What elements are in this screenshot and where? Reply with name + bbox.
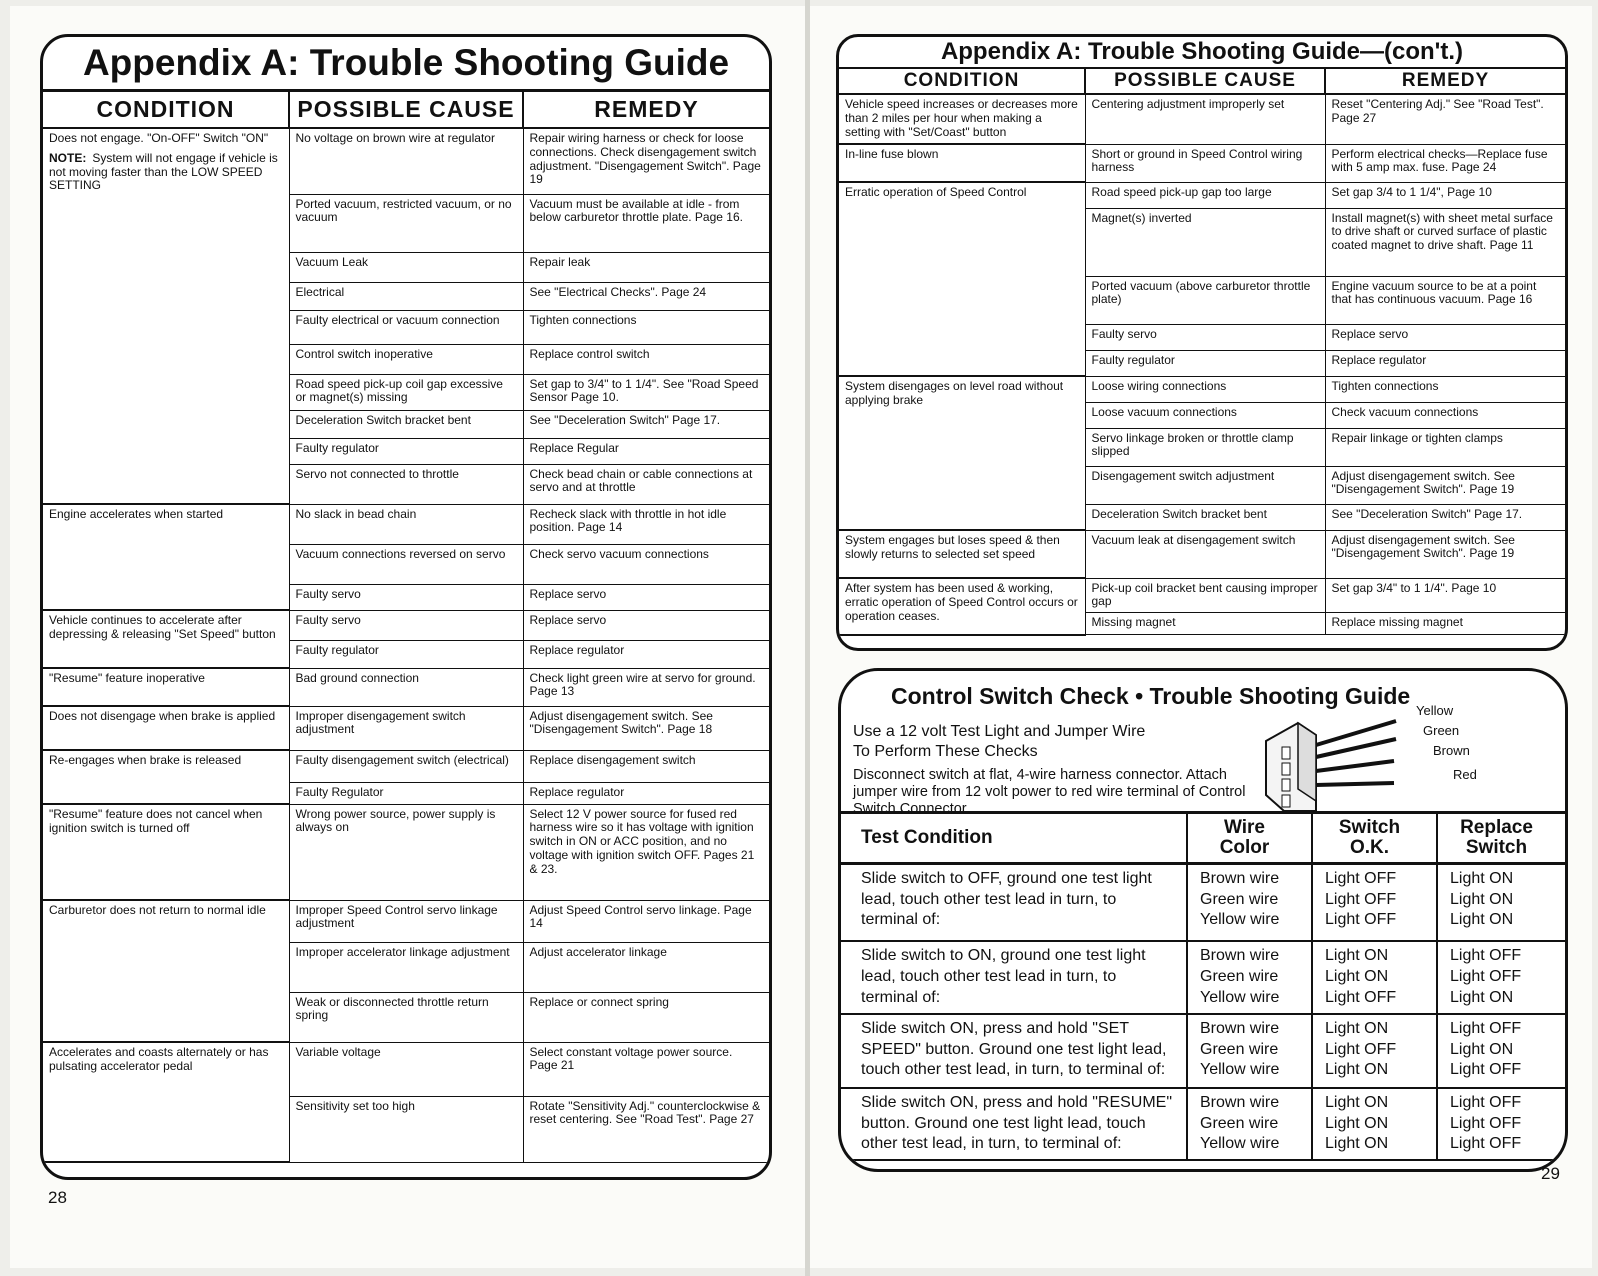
- switch-ok-value: Light ON: [1325, 1061, 1389, 1079]
- cause-cell: Variable voltage: [289, 1042, 523, 1096]
- right-table-body: [839, 94, 1565, 635]
- condition-cell: [43, 610, 289, 668]
- remedy-cell: Replace servo: [1325, 324, 1565, 350]
- wire-color-value: Brown wire: [1200, 1093, 1280, 1111]
- note-text: System will not engage if vehicle is not moving faster than the LOW SPEED SETTING: [49, 150, 278, 193]
- replace-switch-cell: [1437, 1088, 1565, 1160]
- table-row: [839, 530, 1565, 578]
- remedy-cell: Replace servo: [523, 584, 769, 610]
- wire-color-cell: [1187, 1088, 1312, 1160]
- wire-color-cell: [1187, 863, 1312, 941]
- remedy-cell: See "Deceleration Switch" Page 17.: [1325, 504, 1565, 530]
- replace-switch-cell: [1437, 1014, 1565, 1088]
- remedy-cell: Adjust disengagement switch. See "Disengagement Switch". Page 19: [1325, 530, 1565, 578]
- terminal: [1282, 763, 1290, 775]
- remedy-cell: Adjust disengagement switch. See "Disengagement Switch". Page 18: [523, 706, 769, 750]
- note-label: NOTE:: [49, 150, 87, 165]
- condition-cell: [43, 804, 289, 900]
- switch-ok-value: Light ON: [1325, 1019, 1389, 1037]
- table-row: [43, 750, 769, 782]
- connector-icon: [1246, 701, 1506, 811]
- switch-ok-cell: [1312, 941, 1437, 1013]
- table-row: [839, 578, 1565, 613]
- wire-color-value: Yellow wire: [1200, 1135, 1280, 1153]
- cause-cell: Magnet(s) inverted: [1085, 208, 1325, 276]
- remedy-cell: Select 12 V power source for fused red harness wire so it has voltage with ignition switch in ON or ACC position, and no voltage with ignition switch OFF. Pages 21 & 23.: [523, 804, 769, 900]
- cause-cell: Servo not connected to throttle: [289, 464, 523, 504]
- remedy-cell: Replace regulator: [523, 640, 769, 668]
- cause-cell: Faulty regulator: [289, 640, 523, 668]
- replace-switch-value: Light OFF: [1450, 1093, 1522, 1111]
- wire-color-value: Green wire: [1200, 1040, 1279, 1058]
- condition-header: CONDITION: [43, 92, 289, 128]
- cause-cell: Improper Speed Control servo linkage adjustment: [289, 900, 523, 942]
- red-wire-lead: [1316, 783, 1394, 785]
- switch-ok-value: Light OFF: [1325, 890, 1397, 908]
- cause-header: POSSIBLE CAUSE: [289, 92, 523, 128]
- wire-color-cell: [1187, 1014, 1312, 1088]
- right-trouble-table: [839, 67, 1565, 636]
- switch-ok-header: Switch O.K.: [1312, 813, 1437, 864]
- control-switch-title: Control Switch Check • Trouble Shooting Guide: [891, 683, 1411, 709]
- remedy-cell: Recheck slack with throttle in hot idle position. Page 14: [523, 504, 769, 544]
- instructions-text: Disconnect switch at flat, 4-wire harness connector. Attach jumper wire from 12 volt power to red wire terminal of Control Switch Connector.: [853, 767, 1246, 817]
- switch-ok-value: Light ON: [1325, 1135, 1389, 1153]
- switch-ok-value: Light ON: [1325, 1114, 1389, 1132]
- switch-ok-value: Light ON: [1325, 968, 1389, 986]
- cause-cell: Pick-up coil bracket bent causing improper gap: [1085, 578, 1325, 613]
- table-row: [839, 94, 1565, 144]
- replace-switch-value: Light OFF: [1450, 947, 1522, 965]
- wire-color-value: Green wire: [1200, 890, 1279, 908]
- condition-text: Does not disengage when brake is applied: [49, 709, 276, 723]
- remedy-cell: Tighten connections: [1325, 376, 1565, 402]
- remedy-cell: Engine vacuum source to be at a point that has continuous vacuum. Page 16: [1325, 276, 1565, 324]
- cause-cell: Road speed pick-up coil gap excessive or magnet(s) missing: [289, 374, 523, 410]
- wire-color-value: Brown wire: [1200, 869, 1280, 887]
- switch-ok-value: Light ON: [1325, 947, 1389, 965]
- replace-switch-value: Light ON: [1450, 869, 1514, 887]
- condition-cell: [43, 1042, 289, 1162]
- remedy-cell: Check bead chain or cable connections at servo and at throttle: [523, 464, 769, 504]
- switch-ok-cell: [1312, 863, 1437, 941]
- remedy-cell: Adjust accelerator linkage: [523, 942, 769, 992]
- cause-cell: Faulty regulator: [1085, 350, 1325, 376]
- table-row: [43, 128, 769, 194]
- table-row: [839, 182, 1565, 208]
- replace-switch-value: Light ON: [1450, 1040, 1514, 1058]
- cause-cell: Servo linkage broken or throttle clamp slipped: [1085, 428, 1325, 466]
- condition-text: System engages but loses speed & then slowly returns to selected set speed: [845, 533, 1060, 561]
- replace-switch-value: Light ON: [1450, 890, 1514, 908]
- replace-switch-cell: [1437, 941, 1565, 1013]
- control-switch-table: [841, 811, 1565, 1161]
- replace-switch-value: Light OFF: [1450, 1114, 1522, 1132]
- wire-color-value: Brown wire: [1200, 947, 1280, 965]
- remedy-cell: Set gap 3/4" to 1 1/4". Page 10: [1325, 578, 1565, 613]
- remedy-cell: Reset "Centering Adj." See "Road Test". Page 27: [1325, 94, 1565, 144]
- table-row: [839, 376, 1565, 402]
- condition-text: Engine accelerates when started: [49, 507, 224, 521]
- condition-cell: [839, 94, 1085, 144]
- cause-cell: No voltage on brown wire at regulator: [289, 128, 523, 194]
- remedy-cell: Set gap to 3/4" to 1 1/4". See "Road Speed Sensor Page 10.: [523, 374, 769, 410]
- condition-cell: [839, 376, 1085, 530]
- remedy-cell: Adjust disengagement switch. See "Disengagement Switch". Page 19: [1325, 466, 1565, 504]
- condition-text: "Resume" feature does not cancel when ignition switch is turned off: [49, 807, 263, 835]
- remedy-cell: Perform electrical checks—Replace fuse with 5 amp max. fuse. Page 24: [1325, 144, 1565, 182]
- cause-cell: Improper accelerator linkage adjustment: [289, 942, 523, 992]
- wire-color-value: Yellow wire: [1200, 911, 1280, 929]
- remedy-cell: Replace or connect spring: [523, 992, 769, 1042]
- remedy-cell: Replace regulator: [1325, 350, 1565, 376]
- test-condition-header: Test Condition: [841, 813, 1187, 864]
- test-row: [841, 941, 1565, 1013]
- control-switch-body: [841, 863, 1565, 1160]
- remedy-cell: Replace control switch: [523, 344, 769, 374]
- left-page-number: 28: [48, 1188, 67, 1207]
- cause-cell: Loose vacuum connections: [1085, 402, 1325, 428]
- remedy-header: REMEDY: [1325, 68, 1565, 94]
- cause-cell: Vacuum Leak: [289, 252, 523, 282]
- remedy-cell: Repair leak: [523, 252, 769, 282]
- cause-cell: Bad ground connection: [289, 668, 523, 706]
- remedy-cell: See "Electrical Checks". Page 24: [523, 282, 769, 310]
- replace-switch-value: Light ON: [1450, 911, 1514, 929]
- wire-label-green: Green: [1423, 723, 1460, 738]
- wire-color-header: Wire Color: [1187, 813, 1312, 864]
- table-row: [43, 706, 769, 750]
- intro-line-2: To Perform These Checks: [853, 743, 1038, 760]
- wire-leads: [1316, 721, 1396, 785]
- remedy-cell: Replace regulator: [523, 782, 769, 804]
- cause-cell: Missing magnet: [1085, 613, 1325, 635]
- wire-label-red: Red: [1453, 767, 1477, 782]
- left-table-body: [43, 128, 769, 1162]
- cause-cell: Ported vacuum, restricted vacuum, or no vacuum: [289, 194, 523, 252]
- condition-cell: [839, 530, 1085, 578]
- remedy-cell: Replace Regular: [523, 438, 769, 464]
- test-row: [841, 1014, 1565, 1088]
- cause-cell: Road speed pick-up gap too large: [1085, 182, 1325, 208]
- remedy-cell: Adjust Speed Control servo linkage. Page 14: [523, 900, 769, 942]
- switch-ok-value: Light OFF: [1325, 988, 1397, 1006]
- switch-ok-cell: [1312, 1014, 1437, 1088]
- replace-switch-value: Light OFF: [1450, 968, 1522, 986]
- condition-cell: [839, 144, 1085, 182]
- condition-cell: [43, 128, 289, 504]
- remedy-cell: Replace missing magnet: [1325, 613, 1565, 635]
- remedy-cell: Replace disengagement switch: [523, 750, 769, 782]
- cause-cell: Short or ground in Speed Control wiring harness: [1085, 144, 1325, 182]
- cause-cell: Vacuum leak at disengagement switch: [1085, 530, 1325, 578]
- remedy-cell: Install magnet(s) with sheet metal surface to drive shaft or curved surface of plastic coated magnet to drive shaft. Page 11: [1325, 208, 1565, 276]
- cause-cell: Centering adjustment improperly set: [1085, 94, 1325, 144]
- wire-color-value: Yellow wire: [1200, 1061, 1280, 1079]
- right-page-title: Appendix A: Trouble Shooting Guide—(con't.): [940, 38, 1464, 65]
- remedy-cell: Repair wiring harness or check for loose connections. Check disengagement switch adjustment. "Disengagement Switch". Page 19: [523, 128, 769, 194]
- cause-cell: Control switch inoperative: [289, 344, 523, 374]
- remedy-cell: Replace servo: [523, 610, 769, 640]
- wire-color-value: Green wire: [1200, 1114, 1279, 1132]
- condition-text: Does not engage. "On-OFF" Switch "ON": [49, 131, 269, 145]
- table-row: [839, 144, 1565, 182]
- replace-switch-value: Light ON: [1450, 988, 1514, 1006]
- replace-switch-value: Light OFF: [1450, 1019, 1522, 1037]
- condition-cell: [43, 504, 289, 610]
- cause-cell: Faulty regulator: [289, 438, 523, 464]
- cause-cell: Disengagement switch adjustment: [1085, 466, 1325, 504]
- condition-cell: [839, 182, 1085, 376]
- wire-color-value: Green wire: [1200, 968, 1279, 986]
- wire-label-brown: Brown: [1433, 743, 1470, 758]
- condition-text: Carburetor does not return to normal idle: [49, 903, 266, 917]
- test-condition-cell: Slide switch to OFF, ground one test light lead, touch other test lead in turn, to terminal of:: [841, 863, 1187, 941]
- remedy-cell: Tighten connections: [523, 310, 769, 344]
- replace-switch-cell: [1437, 863, 1565, 941]
- condition-header: CONDITION: [839, 68, 1085, 94]
- test-condition-cell: Slide switch to ON, ground one test light lead, touch other test lead in turn, to terminal of:: [841, 941, 1187, 1013]
- remedy-cell: Set gap 3/4 to 1 1/4", Page 10: [1325, 182, 1565, 208]
- cause-cell: Sensitivity set too high: [289, 1096, 523, 1162]
- condition-cell: [43, 900, 289, 1042]
- remedy-cell: Vacuum must be available at idle - from below carburetor throttle plate. Page 16.: [523, 194, 769, 252]
- switch-ok-value: Light OFF: [1325, 869, 1397, 887]
- remedy-cell: Check light green wire at servo for ground. Page 13: [523, 668, 769, 706]
- condition-cell: [43, 750, 289, 804]
- table-row: [43, 1042, 769, 1096]
- cause-cell: Loose wiring connections: [1085, 376, 1325, 402]
- remedy-header: REMEDY: [523, 92, 769, 128]
- left-guide-box: [40, 34, 772, 1180]
- table-row: [43, 900, 769, 942]
- table-row: [43, 504, 769, 544]
- table-row: [43, 610, 769, 640]
- table-row: [43, 668, 769, 706]
- terminal: [1282, 795, 1290, 807]
- remedy-cell: Select constant voltage power source. Page 21: [523, 1042, 769, 1096]
- cause-cell: Electrical: [289, 282, 523, 310]
- switch-ok-value: Light OFF: [1325, 911, 1397, 929]
- wire-label-yellow: Yellow: [1416, 703, 1454, 718]
- wire-color-cell: [1187, 941, 1312, 1013]
- cause-cell: Deceleration Switch bracket bent: [1085, 504, 1325, 530]
- cause-cell: Faulty servo: [1085, 324, 1325, 350]
- condition-text: Erratic operation of Speed Control: [845, 185, 1027, 199]
- cause-cell: Faulty servo: [289, 584, 523, 610]
- switch-ok-value: Light OFF: [1325, 1040, 1397, 1058]
- right-page-number: 29: [1541, 1164, 1560, 1183]
- test-condition-cell: Slide switch ON, press and hold "RESUME" button. Ground one test light lead, touch other test lead, in turn, to terminal of:: [841, 1088, 1187, 1160]
- control-switch-box: [838, 668, 1568, 1172]
- right-guide-box: [836, 34, 1568, 651]
- cause-cell: Vacuum connections reversed on servo: [289, 544, 523, 584]
- intro-line-1: Use a 12 volt Test Light and Jumper Wire: [853, 723, 1146, 740]
- cause-cell: Faulty disengagement switch (electrical): [289, 750, 523, 782]
- wire-color-value: Brown wire: [1200, 1019, 1280, 1037]
- condition-cell: [839, 578, 1085, 635]
- terminal: [1282, 779, 1290, 791]
- condition-text: Accelerates and coasts alternately or has pulsating accelerator pedal: [49, 1045, 269, 1073]
- condition-text: "Resume" feature inoperative: [49, 671, 205, 685]
- cause-cell: Deceleration Switch bracket bent: [289, 410, 523, 438]
- condition-cell: [43, 706, 289, 750]
- replace-switch-header: Replace Switch: [1437, 813, 1565, 864]
- switch-ok-cell: [1312, 1088, 1437, 1160]
- cause-cell: Wrong power source, power supply is always on: [289, 804, 523, 900]
- brown-wire-lead: [1316, 761, 1394, 771]
- cause-cell: Faulty Regulator: [289, 782, 523, 804]
- cause-cell: Faulty electrical or vacuum connection: [289, 310, 523, 344]
- condition-cell: [43, 668, 289, 706]
- left-page-title: Appendix A: Trouble Shooting Guide: [43, 37, 769, 92]
- condition-text: System disengages on level road without applying brake: [845, 379, 1064, 407]
- cause-cell: Faulty servo: [289, 610, 523, 640]
- wire-color-value: Yellow wire: [1200, 988, 1280, 1006]
- condition-text: Re-engages when brake is released: [49, 753, 242, 767]
- switch-ok-value: Light ON: [1325, 1093, 1389, 1111]
- condition-text: Vehicle continues to accelerate after depressing & releasing "Set Speed" button: [49, 613, 276, 641]
- replace-switch-value: Light OFF: [1450, 1061, 1522, 1079]
- remedy-cell: Rotate "Sensitivity Adj." counterclockwise & reset centering. See "Road Test". Page 27: [523, 1096, 769, 1162]
- test-row: [841, 863, 1565, 941]
- connector-face: [1298, 723, 1316, 801]
- terminal: [1282, 747, 1290, 759]
- left-trouble-table: [43, 92, 769, 1163]
- test-condition-cell: Slide switch ON, press and hold "SET SPEED" button. Ground one test light lead, touch other test lead, in turn, to terminal of:: [841, 1014, 1187, 1088]
- replace-switch-value: Light OFF: [1450, 1135, 1522, 1153]
- remedy-cell: See "Deceleration Switch" Page 17.: [523, 410, 769, 438]
- remedy-cell: Repair linkage or tighten clamps: [1325, 428, 1565, 466]
- condition-text: After system has been used & working, erratic operation of Speed Control occurs or operation ceases.: [845, 581, 1078, 623]
- cause-cell: Weak or disconnected throttle return spring: [289, 992, 523, 1042]
- cause-cell: Ported vacuum (above carburetor throttle plate): [1085, 276, 1325, 324]
- remedy-cell: Check vacuum connections: [1325, 402, 1565, 428]
- condition-note: [49, 152, 283, 193]
- condition-text: Vehicle speed increases or decreases more than 2 miles per hour when making a setting with "Set/Coast" button: [845, 97, 1078, 139]
- cause-cell: Improper disengagement switch adjustment: [289, 706, 523, 750]
- test-row: [841, 1088, 1565, 1160]
- remedy-cell: Check servo vacuum connections: [523, 544, 769, 584]
- condition-text: In-line fuse blown: [845, 147, 939, 161]
- cause-header: POSSIBLE CAUSE: [1085, 68, 1325, 94]
- cause-cell: No slack in bead chain: [289, 504, 523, 544]
- table-row: [43, 804, 769, 900]
